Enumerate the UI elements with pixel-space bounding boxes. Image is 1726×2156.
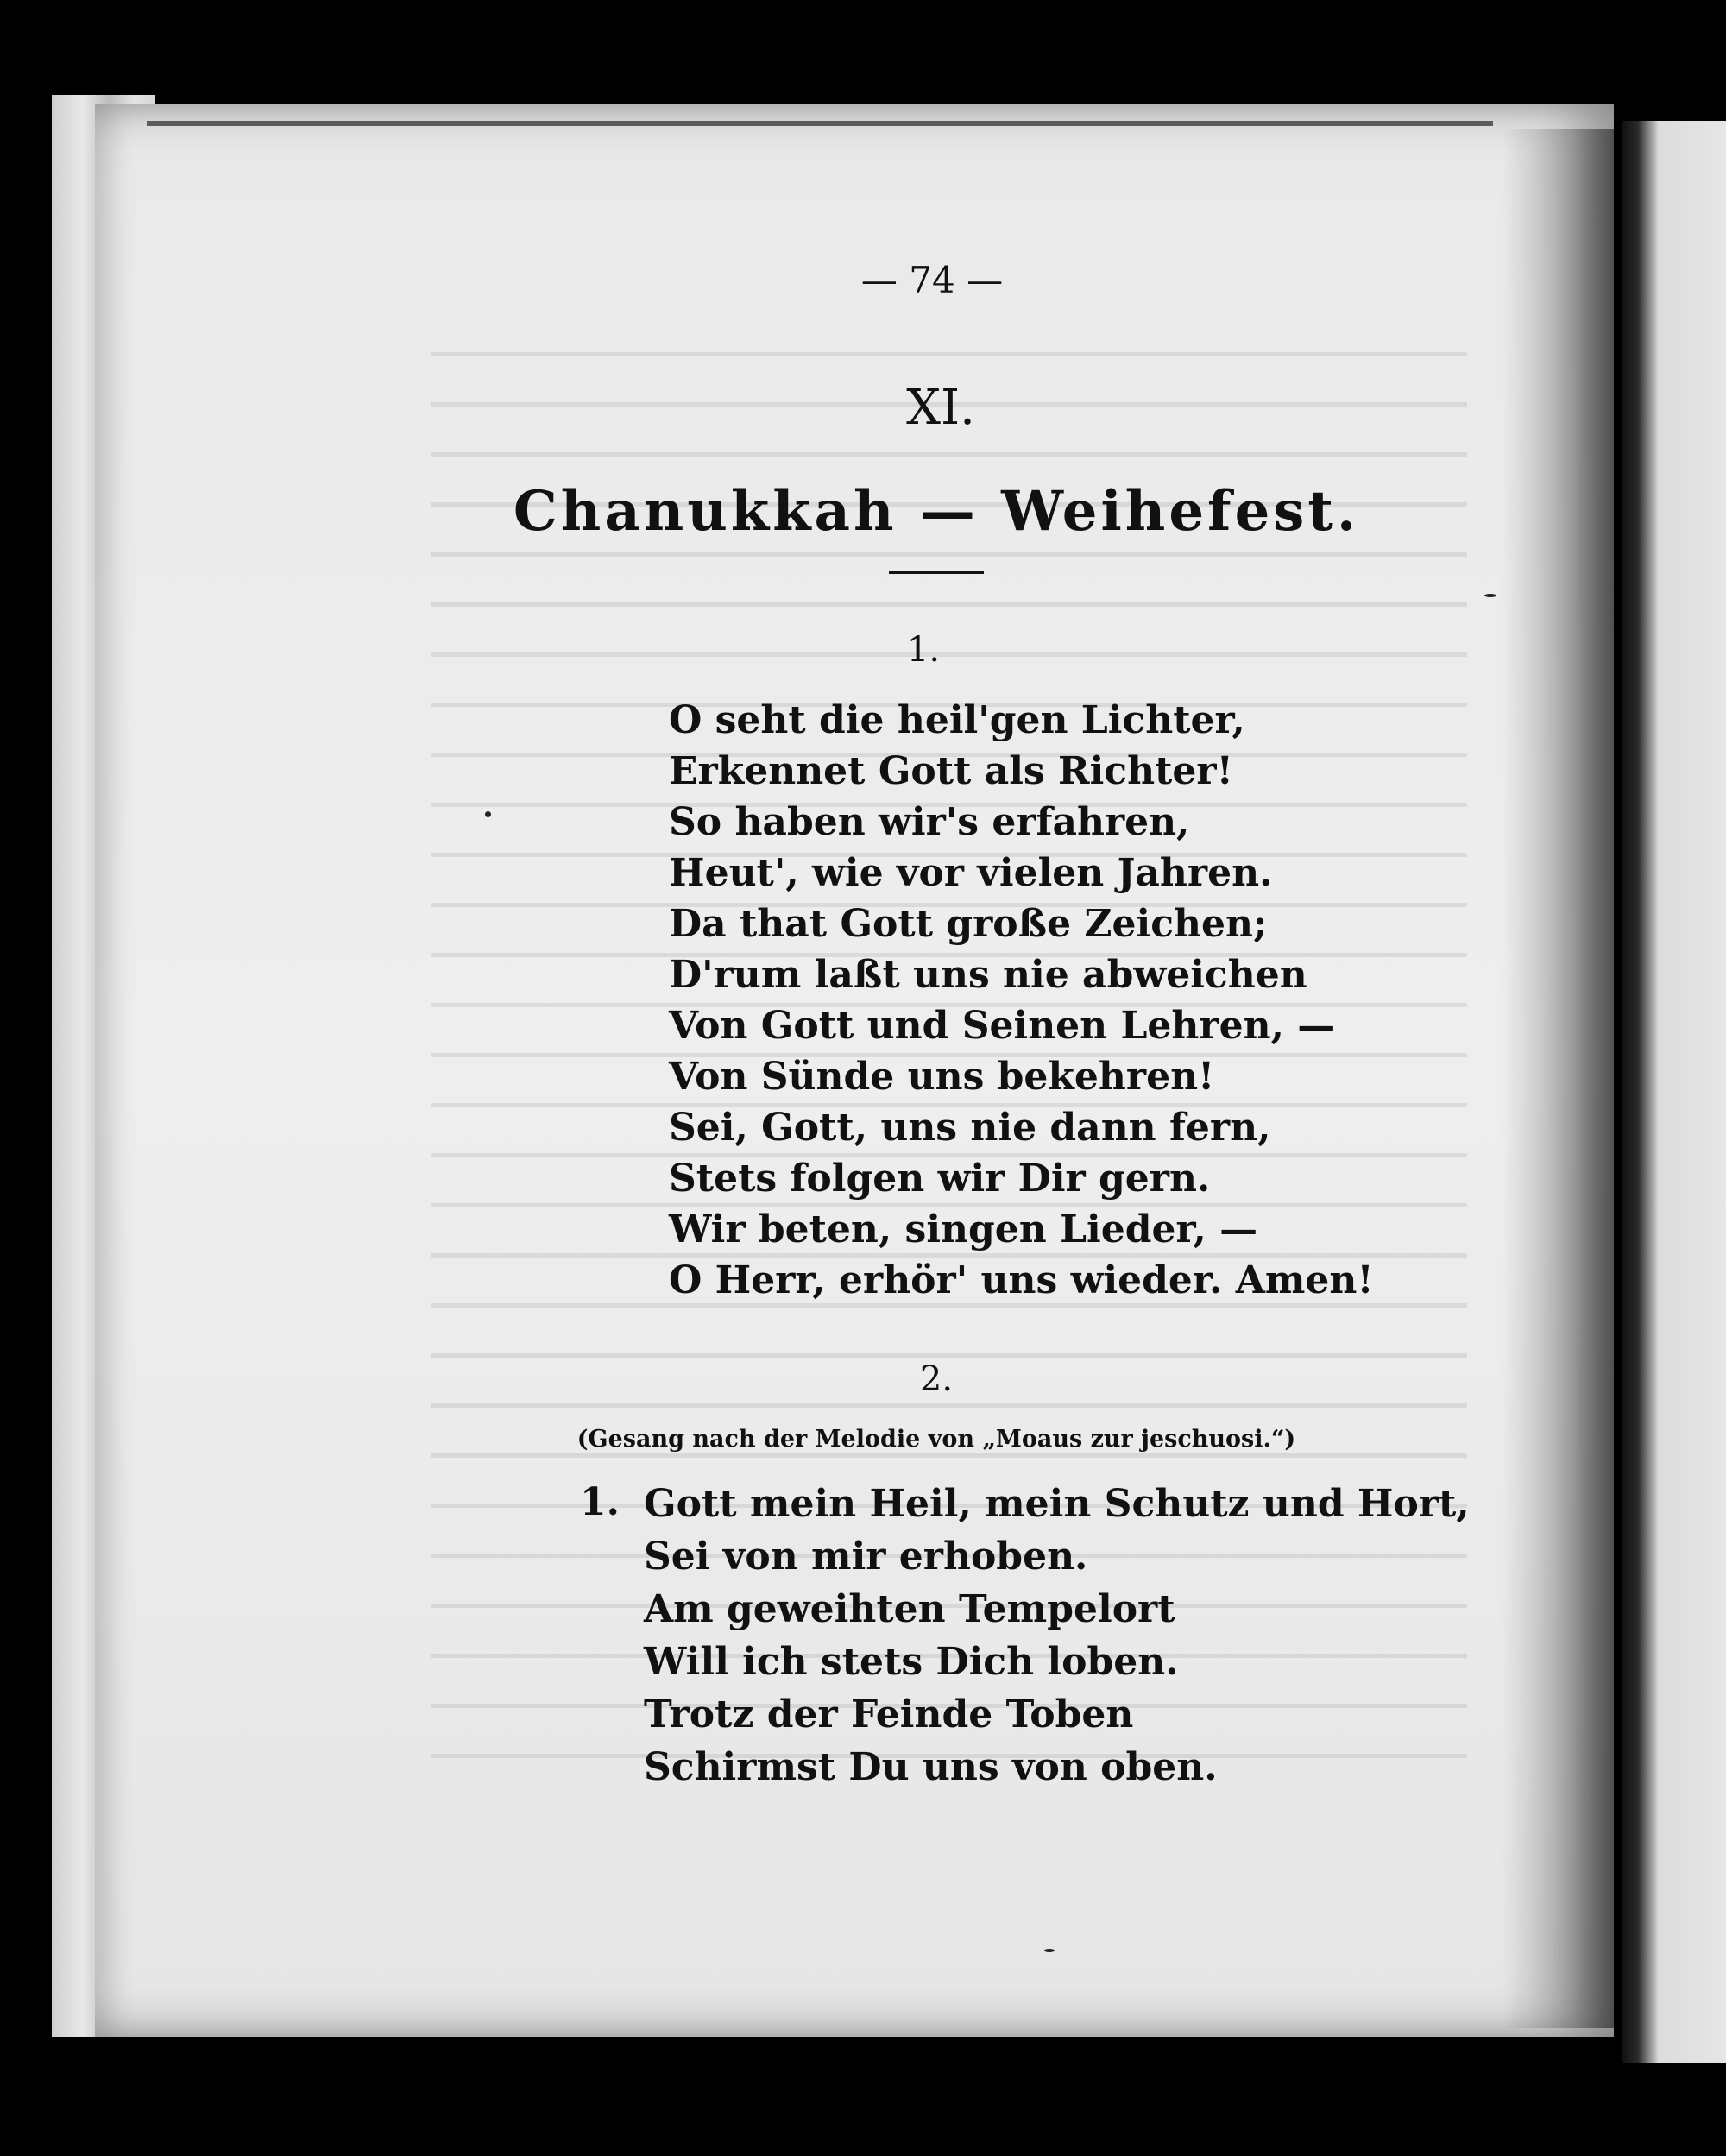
verse-line: O seht die heil'gen Lichter, — [669, 698, 1245, 742]
ink-speck — [485, 811, 491, 817]
verse-line: Erkennet Gott als Richter! — [669, 749, 1233, 793]
stanza-number: 1. — [580, 1480, 620, 1524]
section-2-poem — [644, 1478, 1470, 1794]
title-rule — [889, 571, 984, 574]
verse-line: Schirmst Du uns von oben. — [644, 1745, 1218, 1789]
section-2-number: 2. — [919, 1359, 954, 1399]
verse-line: Sei von mir erhoben. — [644, 1535, 1088, 1579]
verse-line: Heut', wie vor vielen Jahren. — [669, 851, 1273, 895]
section-2-subtitle: (Gesang nach der Melodie von „Moaus zur jeschuosi.“) — [576, 1426, 1296, 1453]
chapter-title: Chanukkah — Weihefest. — [513, 479, 1360, 544]
verse-line: Stets folgen wir Dir gern. — [669, 1157, 1211, 1201]
ink-speck — [1044, 1949, 1055, 1952]
verse-line: Gott mein Heil, mein Schutz und Hort, — [644, 1482, 1470, 1526]
verse-line: Von Sünde uns bekehren! — [669, 1055, 1215, 1099]
ink-speck — [1484, 594, 1496, 597]
section-1-poem — [669, 695, 1374, 1306]
verse-line: Sei, Gott, uns nie dann fern, — [669, 1106, 1271, 1150]
verse-line: Von Gott und Seinen Lehren, — — [669, 1004, 1336, 1048]
chapter-number: XI. — [906, 380, 975, 436]
verse-line: So haben wir's erfahren, — [669, 800, 1190, 844]
verse-line: D'rum laßt uns nie abweichen — [669, 953, 1307, 997]
verse-line: Trotz der Feinde Toben — [644, 1693, 1134, 1737]
verse-line: Wir beten, singen Lieder, — — [669, 1207, 1258, 1251]
verse-line: Will ich stets Dich loben. — [644, 1640, 1179, 1684]
page-number: — 74 — — [860, 259, 1004, 301]
section-1-number: 1. — [906, 630, 941, 670]
verse-line: O Herr, erhör' uns wieder. Amen! — [669, 1258, 1374, 1302]
verse-line: Da that Gott große Zeichen; — [669, 902, 1268, 946]
verse-line: Am geweihten Tempelort — [644, 1587, 1175, 1631]
